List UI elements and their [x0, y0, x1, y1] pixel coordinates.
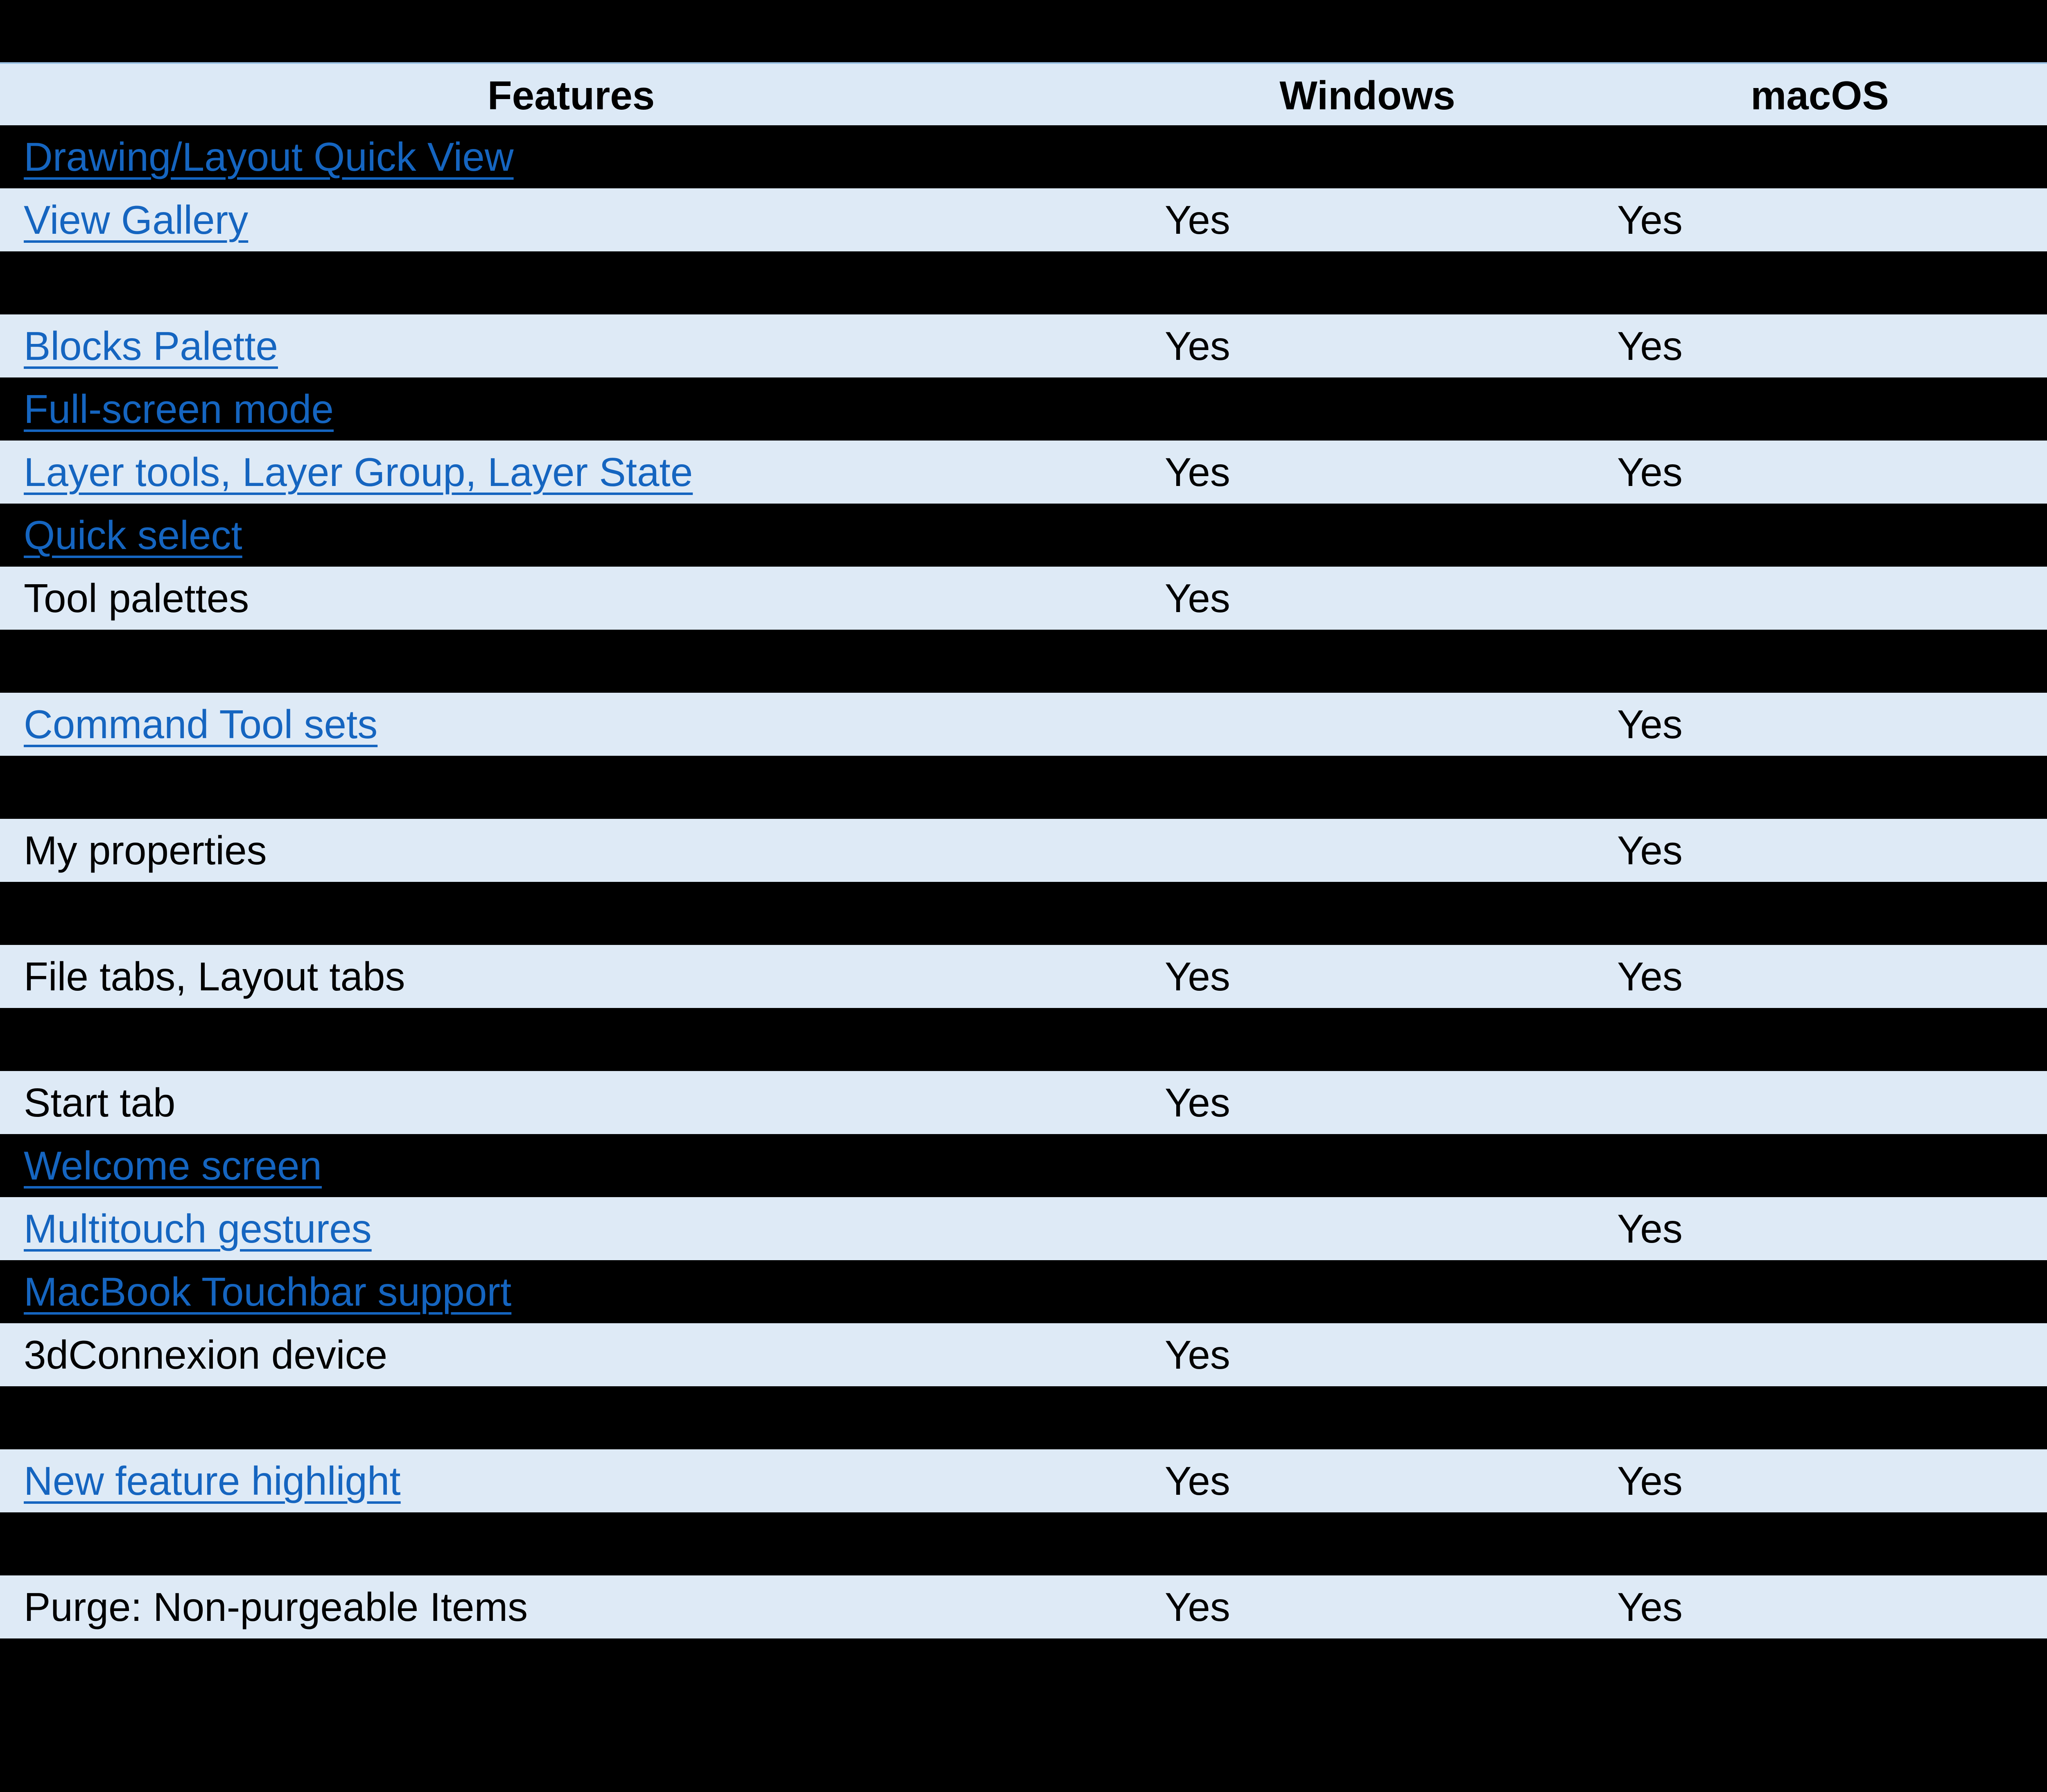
table-row: [0, 1071, 2047, 1134]
feature-label: Start tab: [24, 1080, 176, 1125]
feature-link[interactable]: Command Tool sets: [24, 702, 378, 747]
header-features: Features: [487, 73, 655, 118]
table-row: [0, 188, 2047, 251]
windows-support-value: Yes: [1165, 954, 1230, 999]
feature-link[interactable]: Multitouch gestures: [24, 1206, 372, 1251]
windows-support-value: Yes: [1165, 1080, 1230, 1125]
feature-link[interactable]: MacBook Touchbar support: [24, 1269, 512, 1314]
macos-support-value: Yes: [1617, 702, 1683, 747]
table-row: [0, 314, 2047, 377]
table-row: [0, 1134, 2047, 1197]
windows-support-value: Yes: [1165, 1584, 1230, 1629]
table-row: [0, 630, 2047, 693]
macos-support-value: Yes: [1617, 1458, 1683, 1503]
table-header-row: [0, 62, 2047, 125]
table-row: [0, 504, 2047, 567]
header-windows: Windows: [1279, 73, 1455, 118]
macos-support-value: Yes: [1617, 1584, 1683, 1629]
feature-link[interactable]: New feature highlight: [24, 1458, 401, 1503]
macos-support-value: Yes: [1617, 954, 1683, 999]
table-row: [0, 693, 2047, 756]
feature-link[interactable]: Blocks Palette: [24, 323, 278, 368]
feature-label: My properties: [24, 828, 267, 873]
table-row: [0, 377, 2047, 441]
feature-comparison-table: [0, 62, 2047, 1638]
table-row: [0, 945, 2047, 1008]
feature-label: File tabs, Layout tabs: [24, 954, 405, 999]
table-row: [0, 1512, 2047, 1575]
macos-support-value: Yes: [1617, 1206, 1683, 1251]
table-row: [0, 1260, 2047, 1323]
windows-support-value: Yes: [1165, 1458, 1230, 1503]
feature-link[interactable]: Drawing/Layout Quick View: [24, 134, 514, 179]
table-row: [0, 441, 2047, 504]
table-row: [0, 251, 2047, 314]
feature-link[interactable]: Full-screen mode: [24, 386, 334, 432]
table-row: [0, 1386, 2047, 1449]
table-row: [0, 756, 2047, 819]
macos-support-value: Yes: [1617, 828, 1683, 873]
feature-label: 3dConnexion device: [24, 1332, 388, 1377]
feature-link[interactable]: Welcome screen: [24, 1143, 322, 1188]
table-row: [0, 125, 2047, 188]
feature-link[interactable]: View Gallery: [24, 197, 249, 242]
windows-support-value: Yes: [1165, 450, 1230, 495]
table-body: [0, 125, 2047, 1638]
macos-support-value: Yes: [1617, 197, 1683, 242]
macos-support-value: Yes: [1617, 450, 1683, 495]
table-row: [0, 567, 2047, 630]
windows-support-value: Yes: [1165, 1332, 1230, 1377]
feature-label: Purge: Non-purgeable Items: [24, 1584, 528, 1629]
header-macos: macOS: [1751, 73, 1889, 118]
feature-link[interactable]: Layer tools, Layer Group, Layer State: [24, 450, 693, 495]
feature-label: Tool palettes: [24, 576, 249, 621]
table-row: [0, 1323, 2047, 1386]
table-row: [0, 882, 2047, 945]
windows-support-value: Yes: [1165, 197, 1230, 242]
table-row: [0, 1449, 2047, 1512]
feature-link[interactable]: Quick select: [24, 513, 242, 558]
table-row: [0, 1575, 2047, 1638]
windows-support-value: Yes: [1165, 576, 1230, 621]
windows-support-value: Yes: [1165, 323, 1230, 368]
macos-support-value: Yes: [1617, 323, 1683, 368]
table-row: [0, 819, 2047, 882]
table-row: [0, 1197, 2047, 1260]
table-row: [0, 1008, 2047, 1071]
